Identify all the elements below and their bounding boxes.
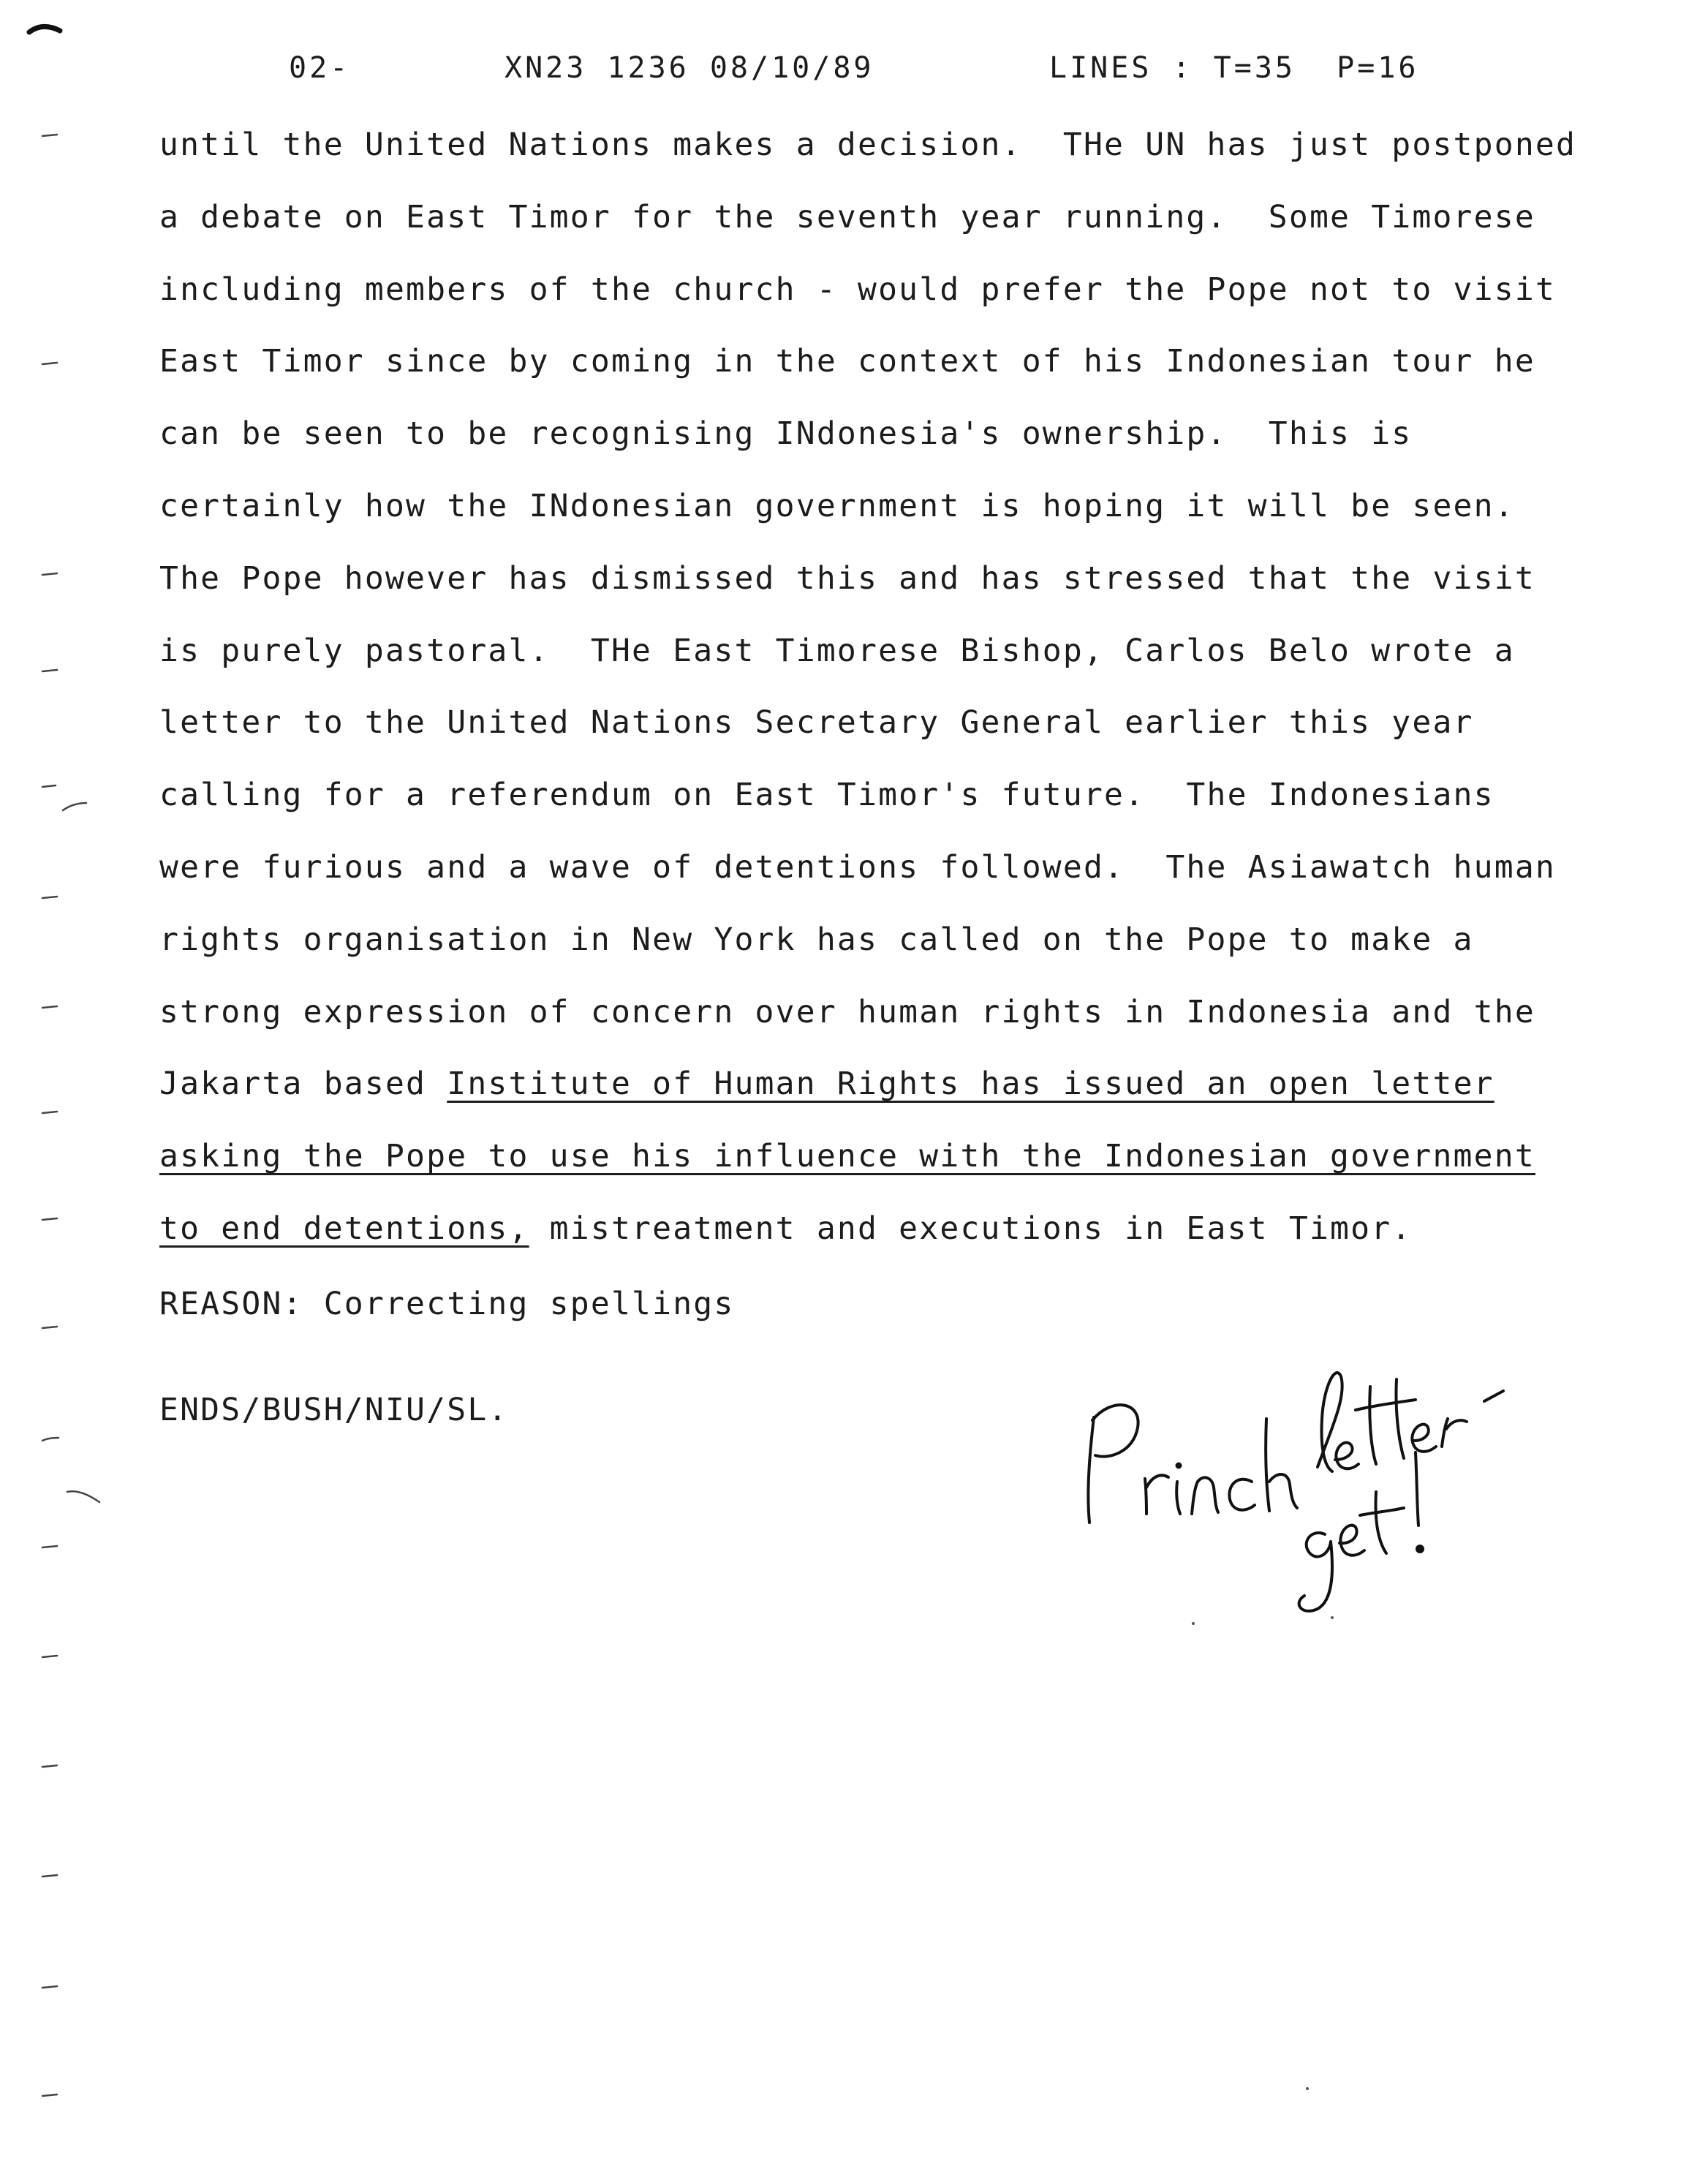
body-line: were furious and a wave of detentions followed. The Asiawatch human: [159, 848, 1556, 886]
body-line: letter to the United Nations Secretary General earlier this year: [159, 704, 1474, 742]
body-line: including members of the church - would prefer the Pope not to visit: [159, 271, 1556, 308]
margin-marks: [0, 0, 117, 2172]
body-line: [159, 1207, 1680, 1279]
underlined-text: to end detentions,: [159, 1210, 529, 1247]
line-count: LINES : T=35 P=16: [1049, 51, 1419, 85]
paper-speck: [1306, 2087, 1309, 2090]
reason-line: REASON: Correcting spellings: [159, 1286, 735, 1322]
body-line: East Timor since by coming in the context of his Indonesian tour he: [159, 343, 1535, 380]
body-line: strong expression of concern over human rights in Indonesia and the: [159, 993, 1535, 1030]
reference-date: XN23 1236 08/10/89: [505, 51, 874, 85]
body-line: The Pope however has dismissed this and has stressed that the visit: [159, 559, 1535, 597]
body-line: [159, 1062, 1680, 1134]
ends-line: ENDS/BUSH/NIU/SL.: [159, 1392, 509, 1428]
body-line: certainly how the INdonesian government is hoping it will be seen.: [159, 487, 1515, 524]
body-line: can be seen to be recognising INdonesia's ownership. This is: [159, 415, 1413, 453]
underlined-text: Institute of Human Rights has issued an open letter: [447, 1066, 1494, 1103]
plain-text: Jakarta based: [159, 1066, 447, 1103]
underlined-text: asking the Pope to use his influence with the Indonesian government: [159, 1138, 1535, 1175]
body-text: [159, 123, 1680, 1279]
body-line: a debate on East Timor for the seventh year running. Some Timorese: [159, 198, 1535, 235]
body-line: until the United Nations makes a decision. THe UN has just postponed: [159, 127, 1577, 163]
paper-speck: [1192, 1622, 1195, 1625]
paper-speck: [1331, 1616, 1334, 1619]
header-line: [289, 51, 1678, 95]
body-line: is purely pastoral. THe East Timorese Bishop, Carlos Belo wrote a: [159, 632, 1515, 669]
body-line: rights organisation in New York has called on the Pope to make a: [159, 921, 1474, 958]
plain-text: mistreatment and executions in East Timor.: [529, 1210, 1413, 1247]
handwritten-note: [1060, 1309, 1528, 1616]
body-line: calling for a referendum on East Timor's future. The Indonesians: [159, 777, 1494, 814]
page-number: 02-: [289, 51, 351, 85]
body-line: [159, 1134, 1680, 1207]
